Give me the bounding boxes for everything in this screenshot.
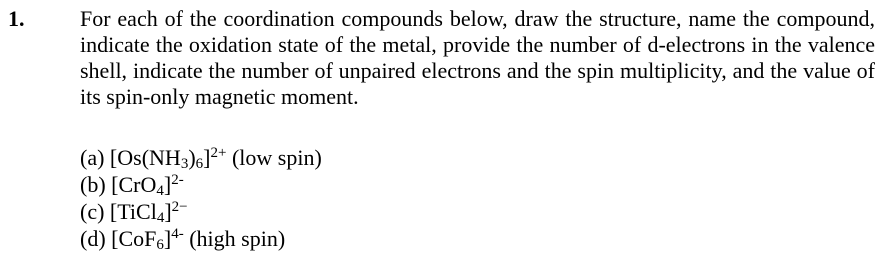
formula-subscript: 6 xyxy=(156,237,164,253)
part-label: (c) xyxy=(80,199,105,224)
formula-text: ] xyxy=(203,145,211,170)
charge-superscript: 2+ xyxy=(210,145,227,161)
part-label: (d) xyxy=(80,226,106,251)
formula-subscript: 4 xyxy=(156,210,165,226)
compound-list xyxy=(80,144,322,252)
formula-subscript: 4 xyxy=(156,183,164,199)
formula-subscript: 6 xyxy=(195,156,204,172)
question-number: 1. xyxy=(8,6,25,31)
formula-text: [Os(NH xyxy=(109,145,181,170)
formula-subscript: 3 xyxy=(180,156,189,172)
spin-note: (low spin) xyxy=(231,145,322,170)
charge-superscript: 4- xyxy=(171,226,184,242)
question-prompt: For each of the coordination compounds below, draw the structure, name the compound, indicate the oxidation state of the metal, provide the number of d-electrons in the valence shell, indicate the number of unpaired electrons and the spin multiplicity, and the value of its spin-only magnetic moment. xyxy=(80,6,875,109)
part-label: (a) xyxy=(80,145,105,170)
part-a xyxy=(80,144,322,171)
part-label: (b) xyxy=(80,172,106,197)
charge-superscript: 2− xyxy=(171,199,188,215)
spin-note: (high spin) xyxy=(189,226,286,251)
formula-text: ] xyxy=(164,199,172,224)
charge-superscript: 2- xyxy=(171,172,184,188)
formula-text: [CrO xyxy=(111,172,157,197)
part-c xyxy=(80,198,322,225)
formula-text: [TiCl xyxy=(109,199,157,224)
formula-text: ] xyxy=(163,172,172,197)
formula-text: ] xyxy=(163,226,172,251)
part-d xyxy=(80,225,322,252)
formula-text: ) xyxy=(188,145,196,170)
part-b xyxy=(80,171,322,198)
formula-text: [CoF xyxy=(111,226,157,251)
